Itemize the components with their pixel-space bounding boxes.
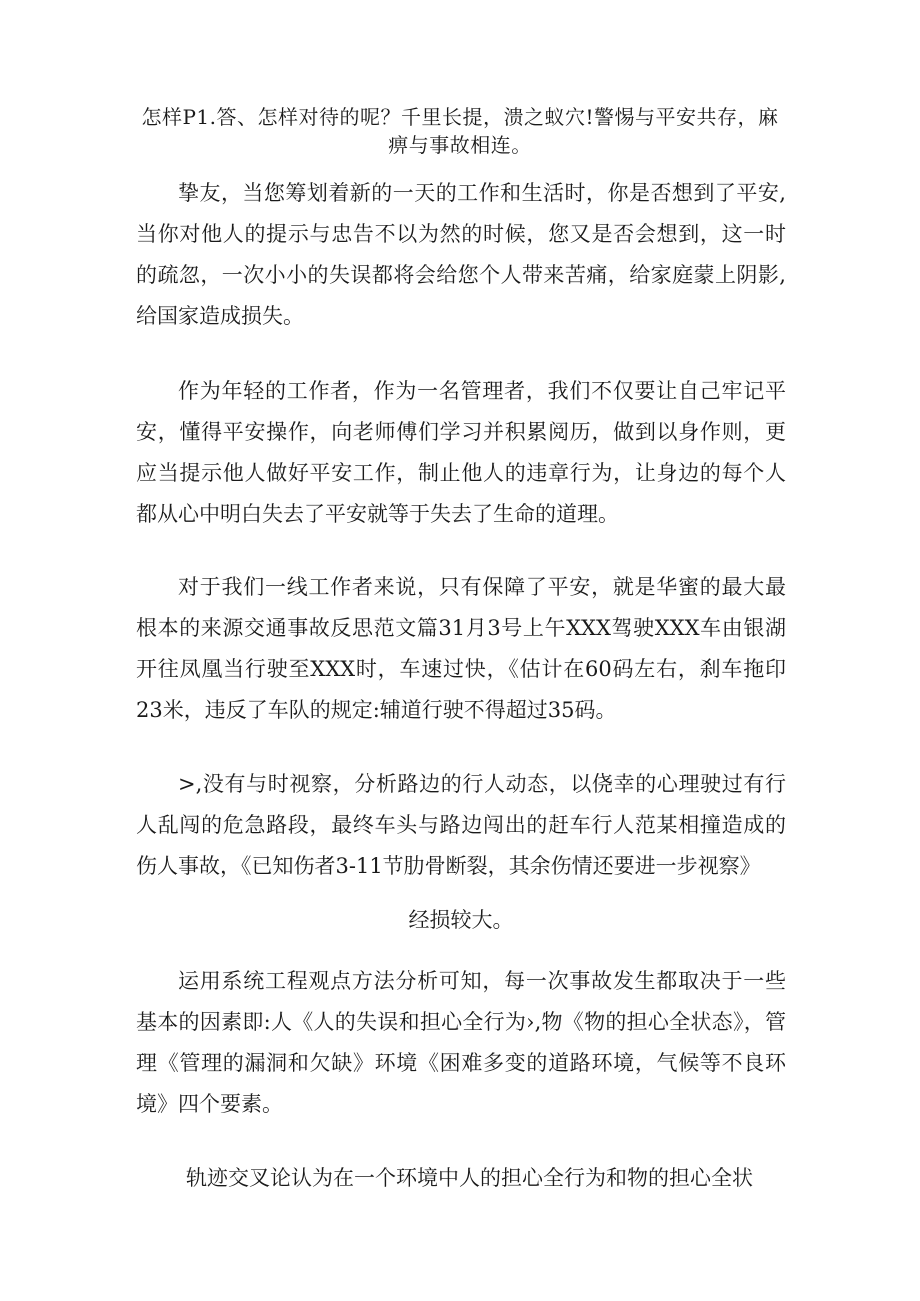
paragraph-3: 对于我们一线工作者来说，只有保障了平安，就是华蜜的最大最根本的来源交通事故反思范文篇31月3号上午XXX驾驶XXX车由银湖开往凤凰当行驶至XXX时，车速过快，《估计在60码左右，刹车拖印23米，违反了车队的规定:辅道行驶不得超过35码。	[136, 575, 786, 722]
document-title: 怎样P1.答、怎样对待的呢？千里长提，溃之蚁穴!警惕与平安共存，麻痹与事故相连。	[141, 105, 779, 157]
paragraph-2: 作为年轻的工作者，作为一名管理者，我们不仅要让自己牢记平安，懂得平安操作，向老师傅们学习并积累阅历，做到以身作则，更应当提示他人做好平安工作，制止他人的违章行为，让身边的每个人都从心中明白失去了平安就等于失去了生命的道理。	[136, 379, 786, 526]
last-line: 轨迹交叉论认为在一个环境中人的担心全行为和物的担心全状	[186, 1166, 753, 1190]
paragraph-4: >,没有与时视察，分析路边的行人动态，以侥幸的心理驶过有行人乱闯的危急路段，最终车头与路边闯出的赶车行人范某相撞造成的伤人事故，《已知伤者3-11节肋骨断裂，其余伤情还要进一步视察》	[136, 772, 786, 878]
paragraph-5: 运用系统工程观点方法分析可知，每一次事故发生都取决于一些基本的因素即:人《人的失误和担心全行为›,物《物的担心全状态》，管理《管理的漏洞和欠缺》环境《困难多变的道路环境，气候等不良环境》四个要素。	[136, 969, 786, 1116]
paragraph-1: 挚友，当您筹划着新的一天的工作和生活时，你是否想到了平安,当你对他人的提示与忠告不以为然的时候，您又是否会想到，这一时的疏忽，一次小小的失误都将会给您个人带来苦痛，给家庭蒙上阴影,给国家造成损失。	[136, 181, 786, 328]
centered-line: 经损较大。	[408, 908, 514, 932]
